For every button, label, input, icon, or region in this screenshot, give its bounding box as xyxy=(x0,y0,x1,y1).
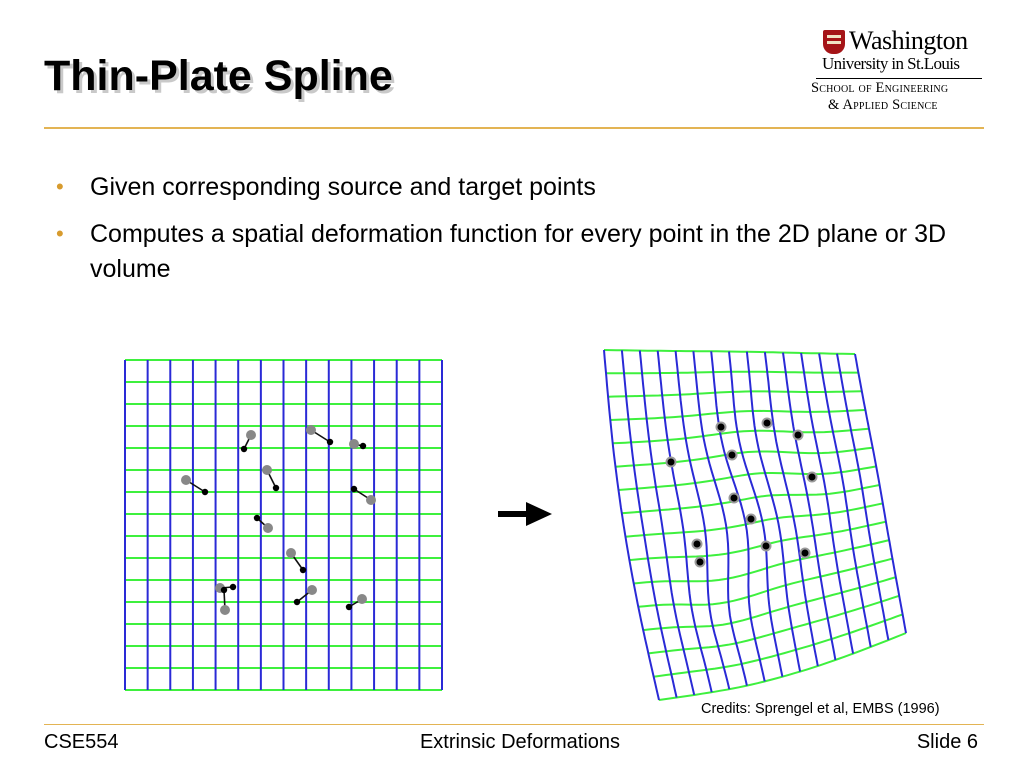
warped-landmark xyxy=(764,420,771,427)
warped-grid-line-vertical xyxy=(693,351,747,685)
target-point xyxy=(346,604,352,610)
warped-landmark xyxy=(802,550,809,557)
target-point xyxy=(327,439,333,445)
warped-grid-line-horizontal xyxy=(654,614,903,676)
warped-grid-line-vertical xyxy=(640,351,694,695)
source-point xyxy=(220,605,230,615)
source-point xyxy=(366,495,376,505)
target-point xyxy=(300,567,306,573)
logo-applied-science: & Applied Science xyxy=(828,97,938,113)
warped-grid-line-horizontal xyxy=(610,410,865,420)
footer-course: CSE554 xyxy=(44,731,119,753)
warped-grid-line-horizontal xyxy=(606,372,858,374)
source-point xyxy=(349,439,359,449)
warped-landmark xyxy=(718,424,725,431)
warped-landmark xyxy=(668,459,675,466)
source-point xyxy=(307,585,317,595)
target-point xyxy=(221,587,227,593)
source-point xyxy=(262,465,272,475)
warped-landmark xyxy=(748,516,755,523)
slide-title: Thin-Plate Spline xyxy=(44,52,393,100)
source-grid xyxy=(125,360,442,690)
warped-grid-line-horizontal xyxy=(608,391,862,397)
warped-grid xyxy=(604,350,906,700)
figure-credits: Credits: Sprengel et al, EMBS (1996) xyxy=(701,701,940,717)
right-arrow-icon xyxy=(496,500,556,530)
footer-slide-number: Slide 6 xyxy=(916,731,978,753)
source-point xyxy=(357,594,367,604)
warped-grid-line-horizontal xyxy=(659,633,906,700)
warped-landmark xyxy=(809,474,816,481)
target-point xyxy=(273,485,279,491)
source-point xyxy=(263,523,273,533)
footer-divider xyxy=(44,724,984,725)
warped-grid-line-horizontal xyxy=(638,559,892,607)
logo-university: University in St.Louis xyxy=(822,54,960,73)
bullet-dot-icon: • xyxy=(56,174,64,199)
target-point xyxy=(241,446,247,452)
target-point xyxy=(254,515,260,521)
target-point xyxy=(294,599,300,605)
footer-topic-text: Extrinsic Deformations xyxy=(419,731,621,753)
warped-landmark xyxy=(729,452,736,459)
warped-landmarks xyxy=(666,418,818,568)
warped-landmark xyxy=(795,432,802,439)
warped-landmark xyxy=(697,559,704,566)
bullet-text: Given corresponding source and target points xyxy=(90,173,596,201)
warped-grid-line-vertical xyxy=(622,350,677,697)
target-point xyxy=(360,443,366,449)
warped-grid-line-horizontal xyxy=(629,522,886,560)
target-point xyxy=(202,489,208,495)
bullet-text: Computes a spatial deformation function for every point in the 2D plane or 3D volume xyxy=(90,220,947,283)
bullet-dot-icon: • xyxy=(56,221,64,246)
footer-topic xyxy=(0,731,1024,754)
logo-school: School of Engineering xyxy=(811,80,949,96)
source-point xyxy=(181,475,191,485)
source-point xyxy=(306,425,316,435)
target-point xyxy=(230,584,236,590)
source-point xyxy=(246,430,256,440)
warped-landmark xyxy=(731,495,738,502)
warped-grid-line-vertical xyxy=(711,351,765,681)
warped-grid-line-vertical xyxy=(604,350,659,700)
warped-landmark xyxy=(763,543,770,550)
logo-washington: Washington xyxy=(849,26,968,55)
warped-grid-line-vertical xyxy=(676,351,730,689)
warped-grid-line-horizontal xyxy=(613,429,869,444)
warped-landmark xyxy=(694,541,701,548)
warped-grid-line-vertical xyxy=(729,352,782,677)
target-point xyxy=(351,486,357,492)
source-point xyxy=(286,548,296,558)
source-correspondence-links xyxy=(181,425,376,615)
